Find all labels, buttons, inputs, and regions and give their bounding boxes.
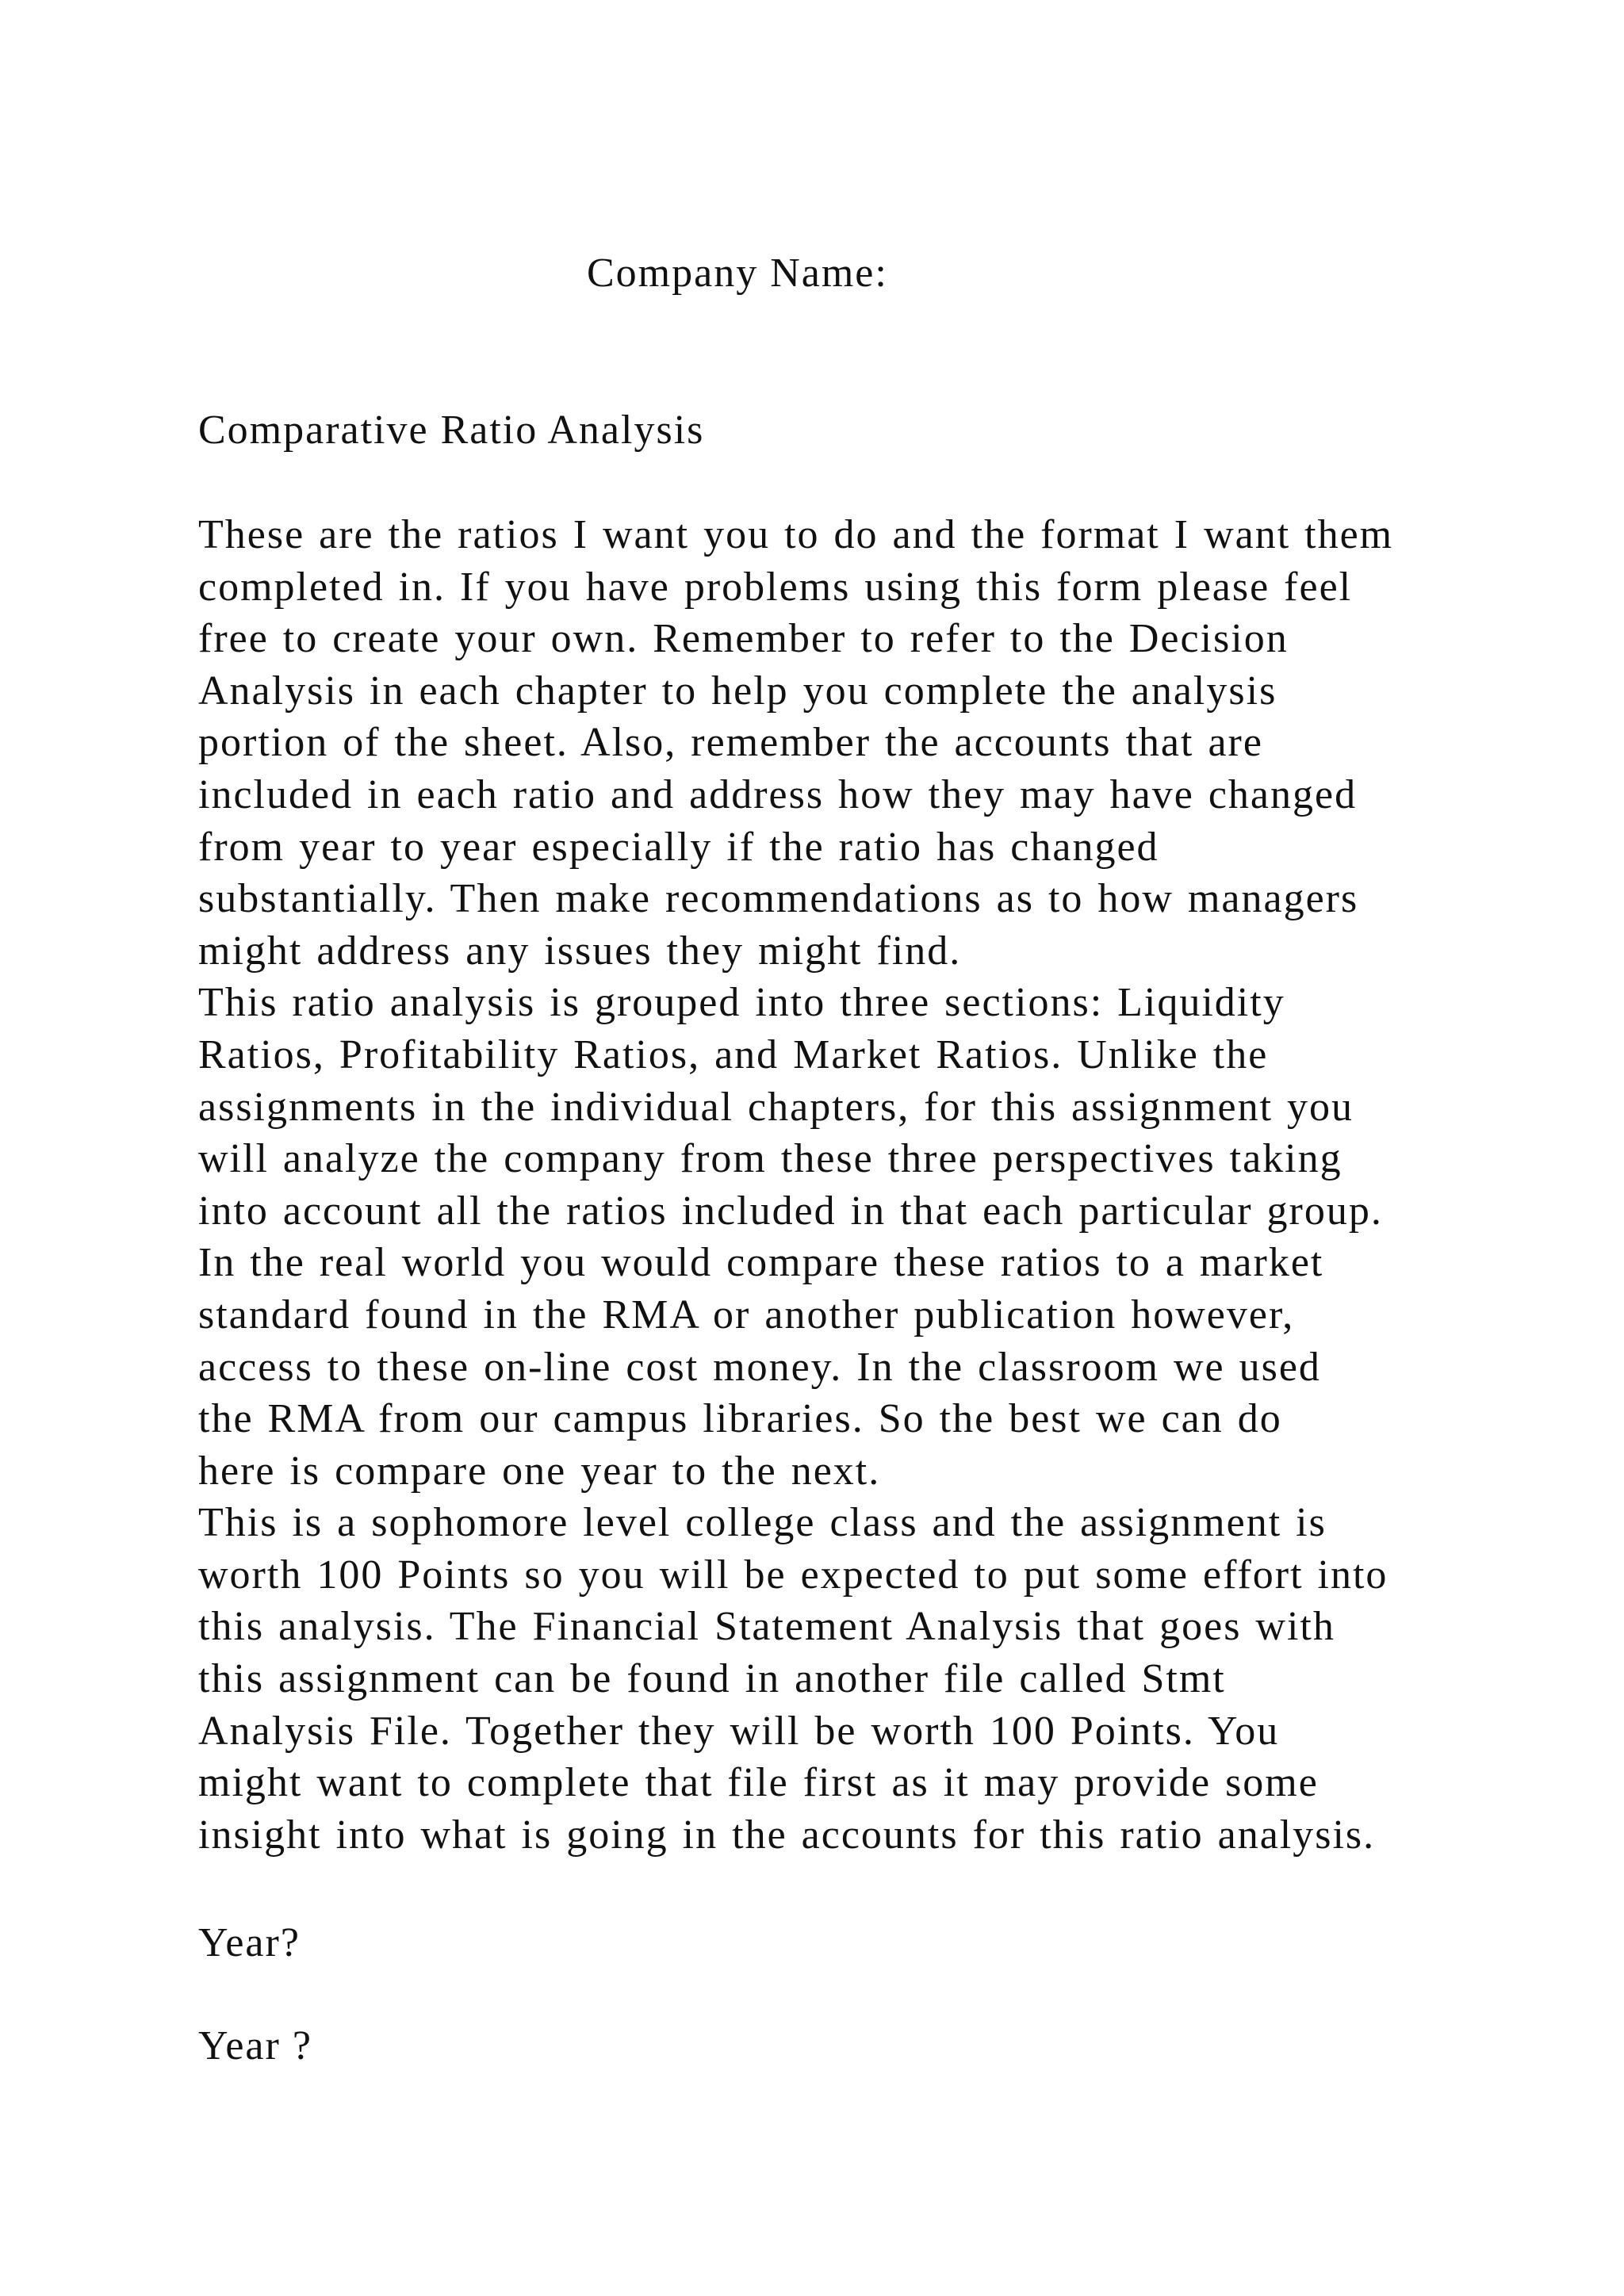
body-line: portion of the sheet. Also, remember the accounts that are (198, 720, 1263, 766)
body-line: access to these on-line cost money. In the classroom we used (198, 1344, 1321, 1390)
instructions-body (198, 509, 1515, 1861)
body-line: might address any issues they might find. (198, 928, 962, 974)
body-line: here is compare one year to the next. (198, 1448, 881, 1494)
body-line: the RMA from our campus libraries. So the best we can do (198, 1396, 1282, 1442)
body-line: standard found in the RMA or another publication however, (198, 1292, 1295, 1337)
body-line: might want to complete that file first as it may provide some (198, 1760, 1319, 1806)
year-label-1: Year? (198, 1920, 301, 1965)
body-line: insight into what is going in the accounts for this ratio analysis. (198, 1812, 1376, 1858)
body-line: Analysis File. Together they will be worth 100 Points. You (198, 1708, 1280, 1754)
body-line: substantially. Then make recommendations as to how managers (198, 876, 1359, 922)
body-line: worth 100 Points so you will be expected to put some effort into (198, 1552, 1388, 1598)
body-line: These are the ratios I want you to do and the format I want them (198, 512, 1394, 557)
body-line: Ratios, Profitability Ratios, and Market Ratios. Unlike the (198, 1031, 1269, 1077)
body-line: from year to year especially if the ratio has changed (198, 824, 1159, 870)
body-line: included in each ratio and address how they may have changed (198, 771, 1358, 817)
company-name-label: Company Name: (587, 251, 888, 296)
body-line: Analysis in each chapter to help you complete the analysis (198, 668, 1277, 714)
body-line: This ratio analysis is grouped into three sections: Liquidity (198, 980, 1285, 1026)
body-line: free to create your own. Remember to refer to the Decision (198, 616, 1289, 662)
body-line: In the real world you would compare these ratios to a market (198, 1240, 1324, 1286)
body-line: This is a sophomore level college class and the assignment is (198, 1500, 1327, 1546)
body-line: this assignment can be found in another file called Stmt (198, 1656, 1226, 1702)
body-line: assignments in the individual chapters, for this assignment you (198, 1084, 1354, 1130)
body-line: this analysis. The Financial Statement Analysis that goes with (198, 1604, 1335, 1650)
body-line: completed in. If you have problems using this form please feel (198, 564, 1353, 610)
document-title: Comparative Ratio Analysis (198, 408, 705, 453)
body-line: will analyze the company from these three perspectives taking (198, 1136, 1342, 1182)
year-label-2: Year ? (198, 2023, 312, 2068)
body-line: into account all the ratios included in that each particular group. (198, 1188, 1383, 1234)
